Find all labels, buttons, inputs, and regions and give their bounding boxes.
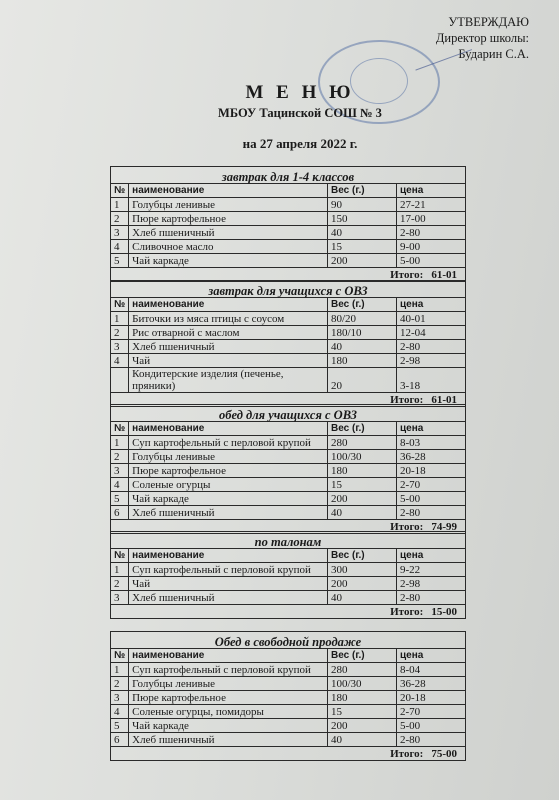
section-title: Обед в свободной продаже (111, 632, 466, 649)
portion-weight: 20 (328, 368, 397, 393)
table-row (111, 677, 466, 691)
total-row (111, 747, 466, 761)
header-price: цена (397, 298, 466, 312)
price: 5-00 (397, 719, 466, 733)
price: 40-01 (397, 312, 466, 326)
school-name: МБОУ Тацинской СОШ № 3 (218, 106, 382, 120)
table-row (111, 340, 466, 354)
table-row (111, 198, 466, 212)
dish-name: Биточки из мяса птицы с соусом (129, 312, 328, 326)
row-number: 6 (111, 733, 129, 747)
row-number: 5 (111, 254, 129, 268)
portion-weight: 90 (328, 198, 397, 212)
row-number: 1 (111, 312, 129, 326)
dish-name: Чай каркаде (129, 719, 328, 733)
row-number: 4 (111, 240, 129, 254)
row-number: 4 (111, 354, 129, 368)
header-num: № (111, 184, 129, 198)
table-row (111, 464, 466, 478)
price: 5-00 (397, 492, 466, 506)
dish-name: Голубцы ленивые (129, 677, 328, 691)
price: 2-70 (397, 478, 466, 492)
total-cell (111, 605, 466, 619)
price: 9-00 (397, 240, 466, 254)
table-row (111, 705, 466, 719)
price: 2-70 (397, 705, 466, 719)
total-label: Итого: (390, 606, 424, 618)
page-title: М Е Н Ю (245, 82, 355, 103)
section-title: обед для учащихся с ОВЗ (111, 405, 466, 422)
portion-weight: 100/30 (328, 677, 397, 691)
total-value: 61-01 (431, 394, 457, 406)
portion-weight: 15 (328, 478, 397, 492)
menu-table-breakfast-ovz (110, 280, 466, 407)
menu-date: на 27 апреля 2022 г. (242, 136, 358, 151)
row-number: 6 (111, 506, 129, 520)
table-row (111, 368, 466, 393)
menu-table-lunch-ovz (110, 404, 466, 534)
table-row (111, 326, 466, 340)
header-weight: Вес (г.) (328, 298, 397, 312)
table-row (111, 577, 466, 591)
price: 2-80 (397, 226, 466, 240)
portion-weight: 200 (328, 492, 397, 506)
dish-name: Чай (129, 354, 328, 368)
price: 17-00 (397, 212, 466, 226)
row-number: 3 (111, 691, 129, 705)
total-row (111, 605, 466, 619)
dish-name: Голубцы ленивые (129, 450, 328, 464)
table-row (111, 436, 466, 450)
dish-name: Голубцы ленивые (129, 198, 328, 212)
approval-position: Директор школы: (435, 31, 529, 45)
section-title-row (111, 405, 466, 422)
dish-name: Хлеб пшеничный (129, 506, 328, 520)
dish-name: Хлеб пшеничный (129, 591, 328, 605)
dish-name: Соленые огурцы (129, 478, 328, 492)
header-num: № (111, 422, 129, 436)
table-row (111, 478, 466, 492)
portion-weight: 15 (328, 240, 397, 254)
table-row (111, 450, 466, 464)
dish-name: Пюре картофельное (129, 212, 328, 226)
total-value: 15-00 (431, 606, 457, 618)
menu-table-coupons (110, 531, 466, 619)
row-number: 5 (111, 719, 129, 733)
header-weight: Вес (г.) (328, 649, 397, 663)
table-row (111, 733, 466, 747)
header-price: цена (397, 549, 466, 563)
section-title-row (111, 281, 466, 298)
dish-name: Хлеб пшеничный (129, 226, 328, 240)
row-number: 1 (111, 563, 129, 577)
row-number: 2 (111, 212, 129, 226)
table-row (111, 254, 466, 268)
row-number: 4 (111, 705, 129, 719)
total-label: Итого: (390, 394, 424, 406)
row-number: 4 (111, 478, 129, 492)
price: 9-22 (397, 563, 466, 577)
row-number: 1 (111, 198, 129, 212)
dish-name: Пюре картофельное (129, 464, 328, 478)
row-number: 2 (111, 326, 129, 340)
row-number: 1 (111, 663, 129, 677)
price: 36-28 (397, 450, 466, 464)
dish-name: Чай каркаде (129, 254, 328, 268)
dish-name: Суп картофельный с перловой крупой (129, 663, 328, 677)
price: 20-18 (397, 464, 466, 478)
portion-weight: 280 (328, 663, 397, 677)
header-num: № (111, 549, 129, 563)
header-row (111, 422, 466, 436)
portion-weight: 40 (328, 733, 397, 747)
table-row (111, 563, 466, 577)
total-label: Итого: (390, 748, 424, 760)
header-weight: Вес (г.) (328, 549, 397, 563)
table-row (111, 591, 466, 605)
section-title: по талонам (111, 532, 466, 549)
price: 12-04 (397, 326, 466, 340)
table-row (111, 226, 466, 240)
dish-name: Пюре картофельное (129, 691, 328, 705)
header-num: № (111, 649, 129, 663)
dish-name: Хлеб пшеничный (129, 733, 328, 747)
section-title: завтрак для 1-4 классов (111, 167, 466, 184)
header-num: № (111, 298, 129, 312)
portion-weight: 15 (328, 705, 397, 719)
total-value: 61-01 (431, 269, 457, 281)
table-row (111, 506, 466, 520)
section-title-row (111, 167, 466, 184)
price: 27-21 (397, 198, 466, 212)
price: 5-00 (397, 254, 466, 268)
dish-name: Сливочное масло (129, 240, 328, 254)
row-number: 1 (111, 436, 129, 450)
price: 2-98 (397, 577, 466, 591)
menu-table-free-sale (110, 631, 466, 761)
header-name: наименование (129, 649, 328, 663)
portion-weight: 180 (328, 691, 397, 705)
dish-name: Кондитерские изделия (печенье, пряники) (129, 368, 328, 393)
portion-weight: 150 (328, 212, 397, 226)
total-label: Итого: (390, 269, 424, 281)
dish-name: Рис отварной с маслом (129, 326, 328, 340)
portion-weight: 180/10 (328, 326, 397, 340)
price: 2-98 (397, 354, 466, 368)
total-label: Итого: (390, 521, 424, 533)
header-price: цена (397, 184, 466, 198)
menu-table-breakfast-1-4 (110, 166, 466, 282)
portion-weight: 100/30 (328, 450, 397, 464)
table-row (111, 240, 466, 254)
price: 8-04 (397, 663, 466, 677)
dish-name: Суп картофельный с перловой крупой (129, 436, 328, 450)
portion-weight: 40 (328, 506, 397, 520)
table-row (111, 691, 466, 705)
row-number: 3 (111, 340, 129, 354)
dish-name: Хлеб пшеничный (129, 340, 328, 354)
portion-weight: 200 (328, 254, 397, 268)
price: 2-80 (397, 591, 466, 605)
row-number: 2 (111, 450, 129, 464)
price: 2-80 (397, 340, 466, 354)
header-row (111, 649, 466, 663)
table-row (111, 492, 466, 506)
header-price: цена (397, 649, 466, 663)
approval-signatory: Бударин С.А. (458, 47, 529, 61)
portion-weight: 40 (328, 591, 397, 605)
row-number: 3 (111, 464, 129, 478)
portion-weight: 80/20 (328, 312, 397, 326)
price: 2-80 (397, 733, 466, 747)
table-row (111, 212, 466, 226)
portion-weight: 200 (328, 577, 397, 591)
price: 8-03 (397, 436, 466, 450)
price: 2-80 (397, 506, 466, 520)
section-title-row (111, 632, 466, 649)
total-value: 75-00 (431, 748, 457, 760)
row-number: 3 (111, 226, 129, 240)
table-row (111, 312, 466, 326)
header-row (111, 549, 466, 563)
dish-name: Чай каркаде (129, 492, 328, 506)
table-row (111, 354, 466, 368)
portion-weight: 180 (328, 464, 397, 478)
approval-label: УТВЕРЖДАЮ (448, 15, 529, 29)
total-cell (111, 747, 466, 761)
table-row (111, 719, 466, 733)
total-value: 74-99 (431, 521, 457, 533)
header-weight: Вес (г.) (328, 184, 397, 198)
portion-weight: 40 (328, 226, 397, 240)
portion-weight: 280 (328, 436, 397, 450)
portion-weight: 300 (328, 563, 397, 577)
row-number (111, 368, 129, 393)
dish-name: Чай (129, 577, 328, 591)
header-row (111, 184, 466, 198)
header-weight: Вес (г.) (328, 422, 397, 436)
row-number: 3 (111, 591, 129, 605)
portion-weight: 40 (328, 340, 397, 354)
header-name: наименование (129, 422, 328, 436)
portion-weight: 180 (328, 354, 397, 368)
header-name: наименование (129, 298, 328, 312)
dish-name: Суп картофельный с перловой крупой (129, 563, 328, 577)
section-title-row (111, 532, 466, 549)
header-price: цена (397, 422, 466, 436)
row-number: 2 (111, 577, 129, 591)
header-name: наименование (129, 184, 328, 198)
price: 3-18 (397, 368, 466, 393)
price: 20-18 (397, 691, 466, 705)
portion-weight: 200 (328, 719, 397, 733)
table-row (111, 663, 466, 677)
header-row (111, 298, 466, 312)
dish-name: Соленые огурцы, помидоры (129, 705, 328, 719)
price: 36-28 (397, 677, 466, 691)
section-title: завтрак для учащихся с ОВЗ (111, 281, 466, 298)
row-number: 2 (111, 677, 129, 691)
row-number: 5 (111, 492, 129, 506)
header-name: наименование (129, 549, 328, 563)
